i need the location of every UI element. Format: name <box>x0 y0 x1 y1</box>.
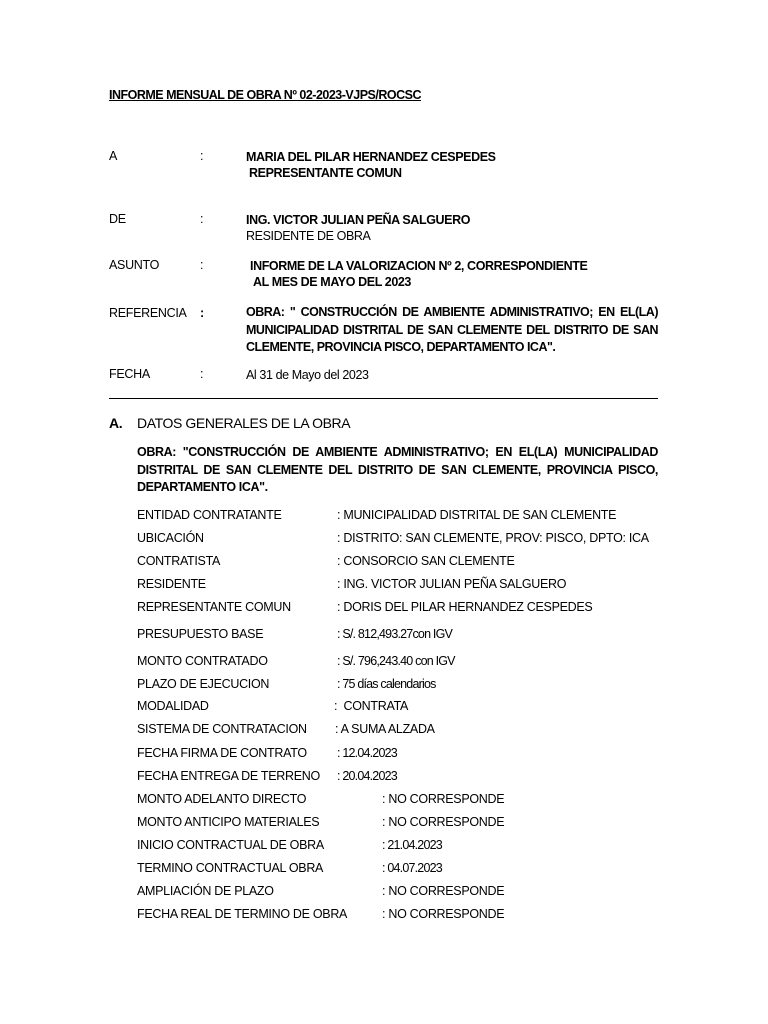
row-ubicacion-value: : DISTRITO: SAN CLEMENTE, PROV: PISCO, DPTO: ICA <box>337 531 649 545</box>
row-representante-value: : DORIS DEL PILAR HERNANDEZ CESPEDES <box>337 600 593 614</box>
section-a-letter: A. <box>109 415 123 431</box>
obra-description: OBRA: "CONSTRUCCIÓN DE AMBIENTE ADMINISTRATIVO; EN EL(LA) MUNICIPALIDAD DISTRITAL DE SAN CLEMENTE DEL DISTRITO DE SAN CLEMENTE, PROVINCIA PISCO, DEPARTAMENTO ICA". <box>137 445 658 494</box>
row-inicio-value: : 21.04.2023 <box>382 838 442 852</box>
row-representante-label: REPRESENTANTE COMUN <box>137 600 291 614</box>
row-firma-label: FECHA FIRMA DE CONTRATO <box>137 746 307 760</box>
row-residente-label: RESIDENTE <box>137 577 206 591</box>
header-referencia-label: REFERENCIA <box>109 306 187 320</box>
row-firma-value: : 12.04.2023 <box>337 746 397 760</box>
row-termino-label: TERMINO CONTRACTUAL OBRA <box>137 861 324 875</box>
row-entrega-label: FECHA ENTREGA DE TERRENO <box>137 769 320 783</box>
header-asunto-label: ASUNTO <box>109 258 160 272</box>
row-entidad-value: : MUNICIPALIDAD DISTRITAL DE SAN CLEMENTE <box>337 508 617 522</box>
row-ubicacion-label: UBICACIÓN <box>137 531 204 545</box>
row-inicio-label: INICIO CONTRACTUAL DE OBRA <box>137 838 324 852</box>
header-de-role: RESIDENTE DE OBRA <box>246 229 371 243</box>
row-modalidad-label: MODALIDAD <box>137 699 209 713</box>
row-anticipo-label: MONTO ANTICIPO MATERIALES <box>137 815 320 829</box>
row-ampliacion-value: : NO CORRESPONDE <box>382 884 505 898</box>
row-monto-contratado-label: MONTO CONTRATADO <box>137 654 268 668</box>
row-sistema-label: SISTEMA DE CONTRATACION <box>137 722 307 736</box>
row-adelanto-label: MONTO ADELANTO DIRECTO <box>137 792 307 806</box>
row-fecha-real-value: : NO CORRESPONDE <box>382 907 505 921</box>
section-a-heading <box>109 415 350 431</box>
header-a-label: A <box>109 149 118 163</box>
header-de-colon: : <box>200 212 204 226</box>
row-entidad-label: ENTIDAD CONTRATANTE <box>137 508 282 522</box>
row-plazo-label: PLAZO DE EJECUCION <box>137 677 270 691</box>
section-a-title: DATOS GENERALES DE LA OBRA <box>137 415 351 431</box>
row-termino-value: : 04.07.2023 <box>382 861 442 875</box>
row-ampliacion-label: AMPLIACIÓN DE PLAZO <box>137 884 274 898</box>
header-a-colon: : <box>200 149 204 163</box>
row-contratista-label: CONTRATISTA <box>137 554 221 568</box>
header-fecha-colon: : <box>200 367 204 381</box>
report-title: INFORME MENSUAL DE OBRA Nº 02-2023-VJPS/ROCSC <box>109 88 421 102</box>
row-plazo-value: : 75 días calendarios <box>337 677 436 691</box>
header-de-label: DE <box>109 212 126 226</box>
row-contratista-value: : CONSORCIO SAN CLEMENTE <box>337 554 515 568</box>
header-fecha-label: FECHA <box>109 367 150 381</box>
header-asunto-line1: INFORME DE LA VALORIZACION Nº 2, CORRESPONDIENTE <box>250 259 588 273</box>
row-modalidad-value: : CONTRATA <box>334 699 409 713</box>
row-entrega-value: : 20.04.2023 <box>337 769 397 783</box>
header-divider <box>109 398 658 399</box>
row-adelanto-value: : NO CORRESPONDE <box>382 792 505 806</box>
row-residente-value: : ING. VICTOR JULIAN PEÑA SALGUERO <box>337 577 567 591</box>
header-asunto-colon: : <box>200 258 204 272</box>
row-anticipo-value: : NO CORRESPONDE <box>382 815 505 829</box>
header-referencia-colon: : <box>200 306 205 320</box>
row-monto-contratado-value: : S/. 796,243.40 con IGV <box>337 654 455 668</box>
row-presupuesto-value: : S/. 812,493.27con IGV <box>337 627 453 641</box>
header-a-name: MARIA DEL PILAR HERNANDEZ CESPEDES <box>246 150 496 164</box>
row-presupuesto-label: PRESUPUESTO BASE <box>137 627 264 641</box>
header-referencia-text: OBRA: " CONSTRUCCIÓN DE AMBIENTE ADMINISTRATIVO; EN EL(LA) MUNICIPALIDAD DISTRITAL DE SAN CLEMENTE DEL DISTRITO DE SAN CLEMENTE, PROVINCIA PISCO, DEPARTAMENTO ICA". <box>246 305 658 354</box>
header-de-name: ING. VICTOR JULIAN PEÑA SALGUERO <box>246 213 471 227</box>
row-sistema-value: : A SUMA ALZADA <box>335 722 435 736</box>
row-fecha-real-label: FECHA REAL DE TERMINO DE OBRA <box>137 907 348 921</box>
header-asunto-line2: AL MES DE MAYO DEL 2023 <box>253 275 411 289</box>
header-fecha-value: Al 31 de Mayo del 2023 <box>246 368 369 382</box>
header-a-role: REPRESENTANTE COMUN <box>249 166 402 180</box>
